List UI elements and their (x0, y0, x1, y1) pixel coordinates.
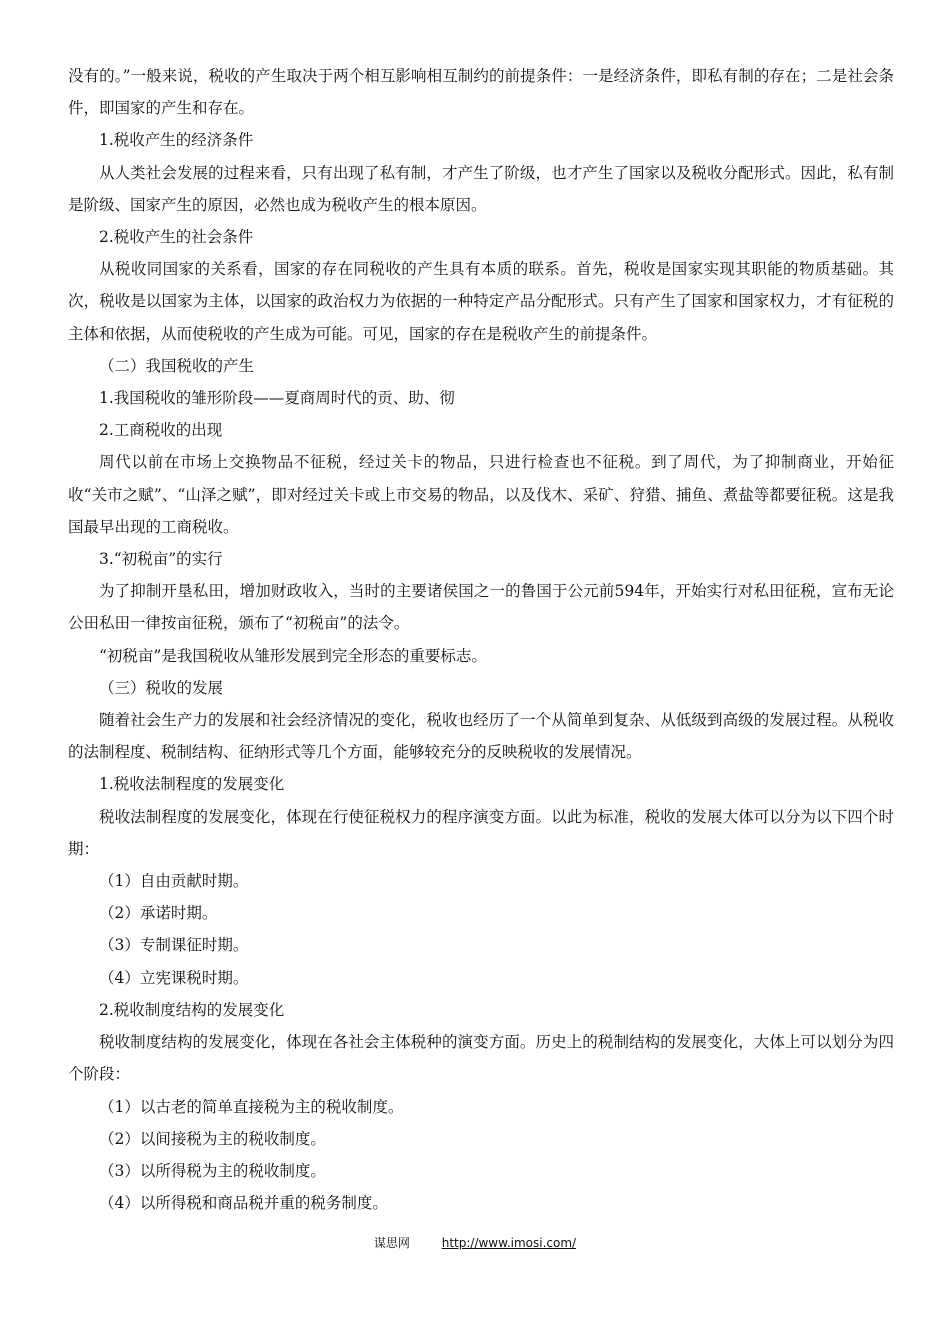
page-footer (0, 1234, 950, 1252)
footer-url-link[interactable]: http://www.imosi.com/ (441, 1236, 577, 1250)
section-heading: 1.税收法制程度的发展变化 (99, 775, 285, 794)
paragraph-continuation: 没有的。”一般来说，税收的产生取决于两个相互影响相互制约的前提条件：一是经济条件，即私有制的存在；二是社会条件，即国家的产生和存在。 (68, 67, 894, 118)
section-heading: 2.工商税收的出现 (99, 421, 223, 440)
list-item: （4）立宪课税时期。 (99, 968, 249, 987)
list-item: （3）专制课征时期。 (99, 936, 249, 955)
list-item: （4）以所得税和商品税并重的税务制度。 (99, 1194, 388, 1213)
list-item: （2）承诺时期。 (99, 904, 218, 923)
list-item: （1）以古老的简单直接税为主的税收制度。 (99, 1097, 404, 1116)
body-paragraph: 从人类社会发展的过程来看，只有出现了私有制，才产生了阶级，也才产生了国家以及税收分配形式。因此，私有制是阶级、国家产生的原因，必然也成为税收产生的根本原因。 (68, 163, 894, 214)
section-heading: 2.税收产生的社会条件 (99, 228, 254, 247)
body-paragraph: 周代以前在市场上交换物品不征税，经过关卡的物品，只进行检查也不征税。到了周代，为了抑制商业，开始征收“关市之赋”、“山泽之赋”，即对经过关卡或上市交易的物品，以及伐木、采矿、狩猎、捕鱼、煮盐等都要征税。这是我国最早出现的工商税收。 (68, 453, 894, 536)
section-heading: 2.税收制度结构的发展变化 (99, 1000, 285, 1019)
body-paragraph: 税收法制程度的发展变化，体现在行使征税权力的程序演变方面。以此为标准，税收的发展大体可以分为以下四个时期： (68, 807, 894, 858)
section-heading: 3.“初税亩”的实行 (99, 550, 223, 569)
list-item: （1）自由贡献时期。 (99, 872, 249, 891)
section-heading: 1.我国税收的雏形阶段——夏商周时代的贡、助、彻 (99, 389, 455, 408)
body-paragraph: “初税亩”是我国税收从雏形发展到完全形态的重要标志。 (99, 646, 487, 665)
list-item: （2）以间接税为主的税收制度。 (99, 1129, 326, 1148)
document-body (68, 60, 894, 1219)
section-heading: （三）税收的发展 (99, 678, 224, 697)
body-paragraph: 税收制度结构的发展变化，体现在各社会主体税种的演变方面。历史上的税制结构的发展变化，大体上可以划分为四个阶段： (68, 1033, 894, 1084)
section-heading: （二）我国税收的产生 (99, 356, 255, 375)
body-paragraph: 从税收同国家的关系看，国家的存在同税收的产生具有本质的联系。首先，税收是国家实现其职能的物质基础。其次，税收是以国家为主体，以国家的政治权力为依据的一种特定产品分配形式。只有产生了国家和国家权力，才有征税的主体和依据，从而使税收的产生成为可能。可见，国家的存在是税收产生的前提条件。 (68, 260, 894, 343)
body-paragraph: 随着社会生产力的发展和社会经济情况的变化，税收也经历了一个从简单到复杂、从低级到高级的发展过程。从税收的法制程度、税制结构、征纳形式等几个方面，能够较充分的反映税收的发展情况。 (68, 711, 894, 762)
list-item: （3）以所得税为主的税收制度。 (99, 1161, 326, 1180)
section-heading: 1.税收产生的经济条件 (99, 131, 254, 150)
footer-site-name: 谋思网 (373, 1236, 410, 1250)
body-paragraph: 为了抑制开垦私田，增加财政收入，当时的主要诸侯国之一的鲁国于公元前594年，开始实行对私田征税，宣布无论公田私田一律按亩征税，颁布了“初税亩”的法令。 (68, 582, 894, 633)
